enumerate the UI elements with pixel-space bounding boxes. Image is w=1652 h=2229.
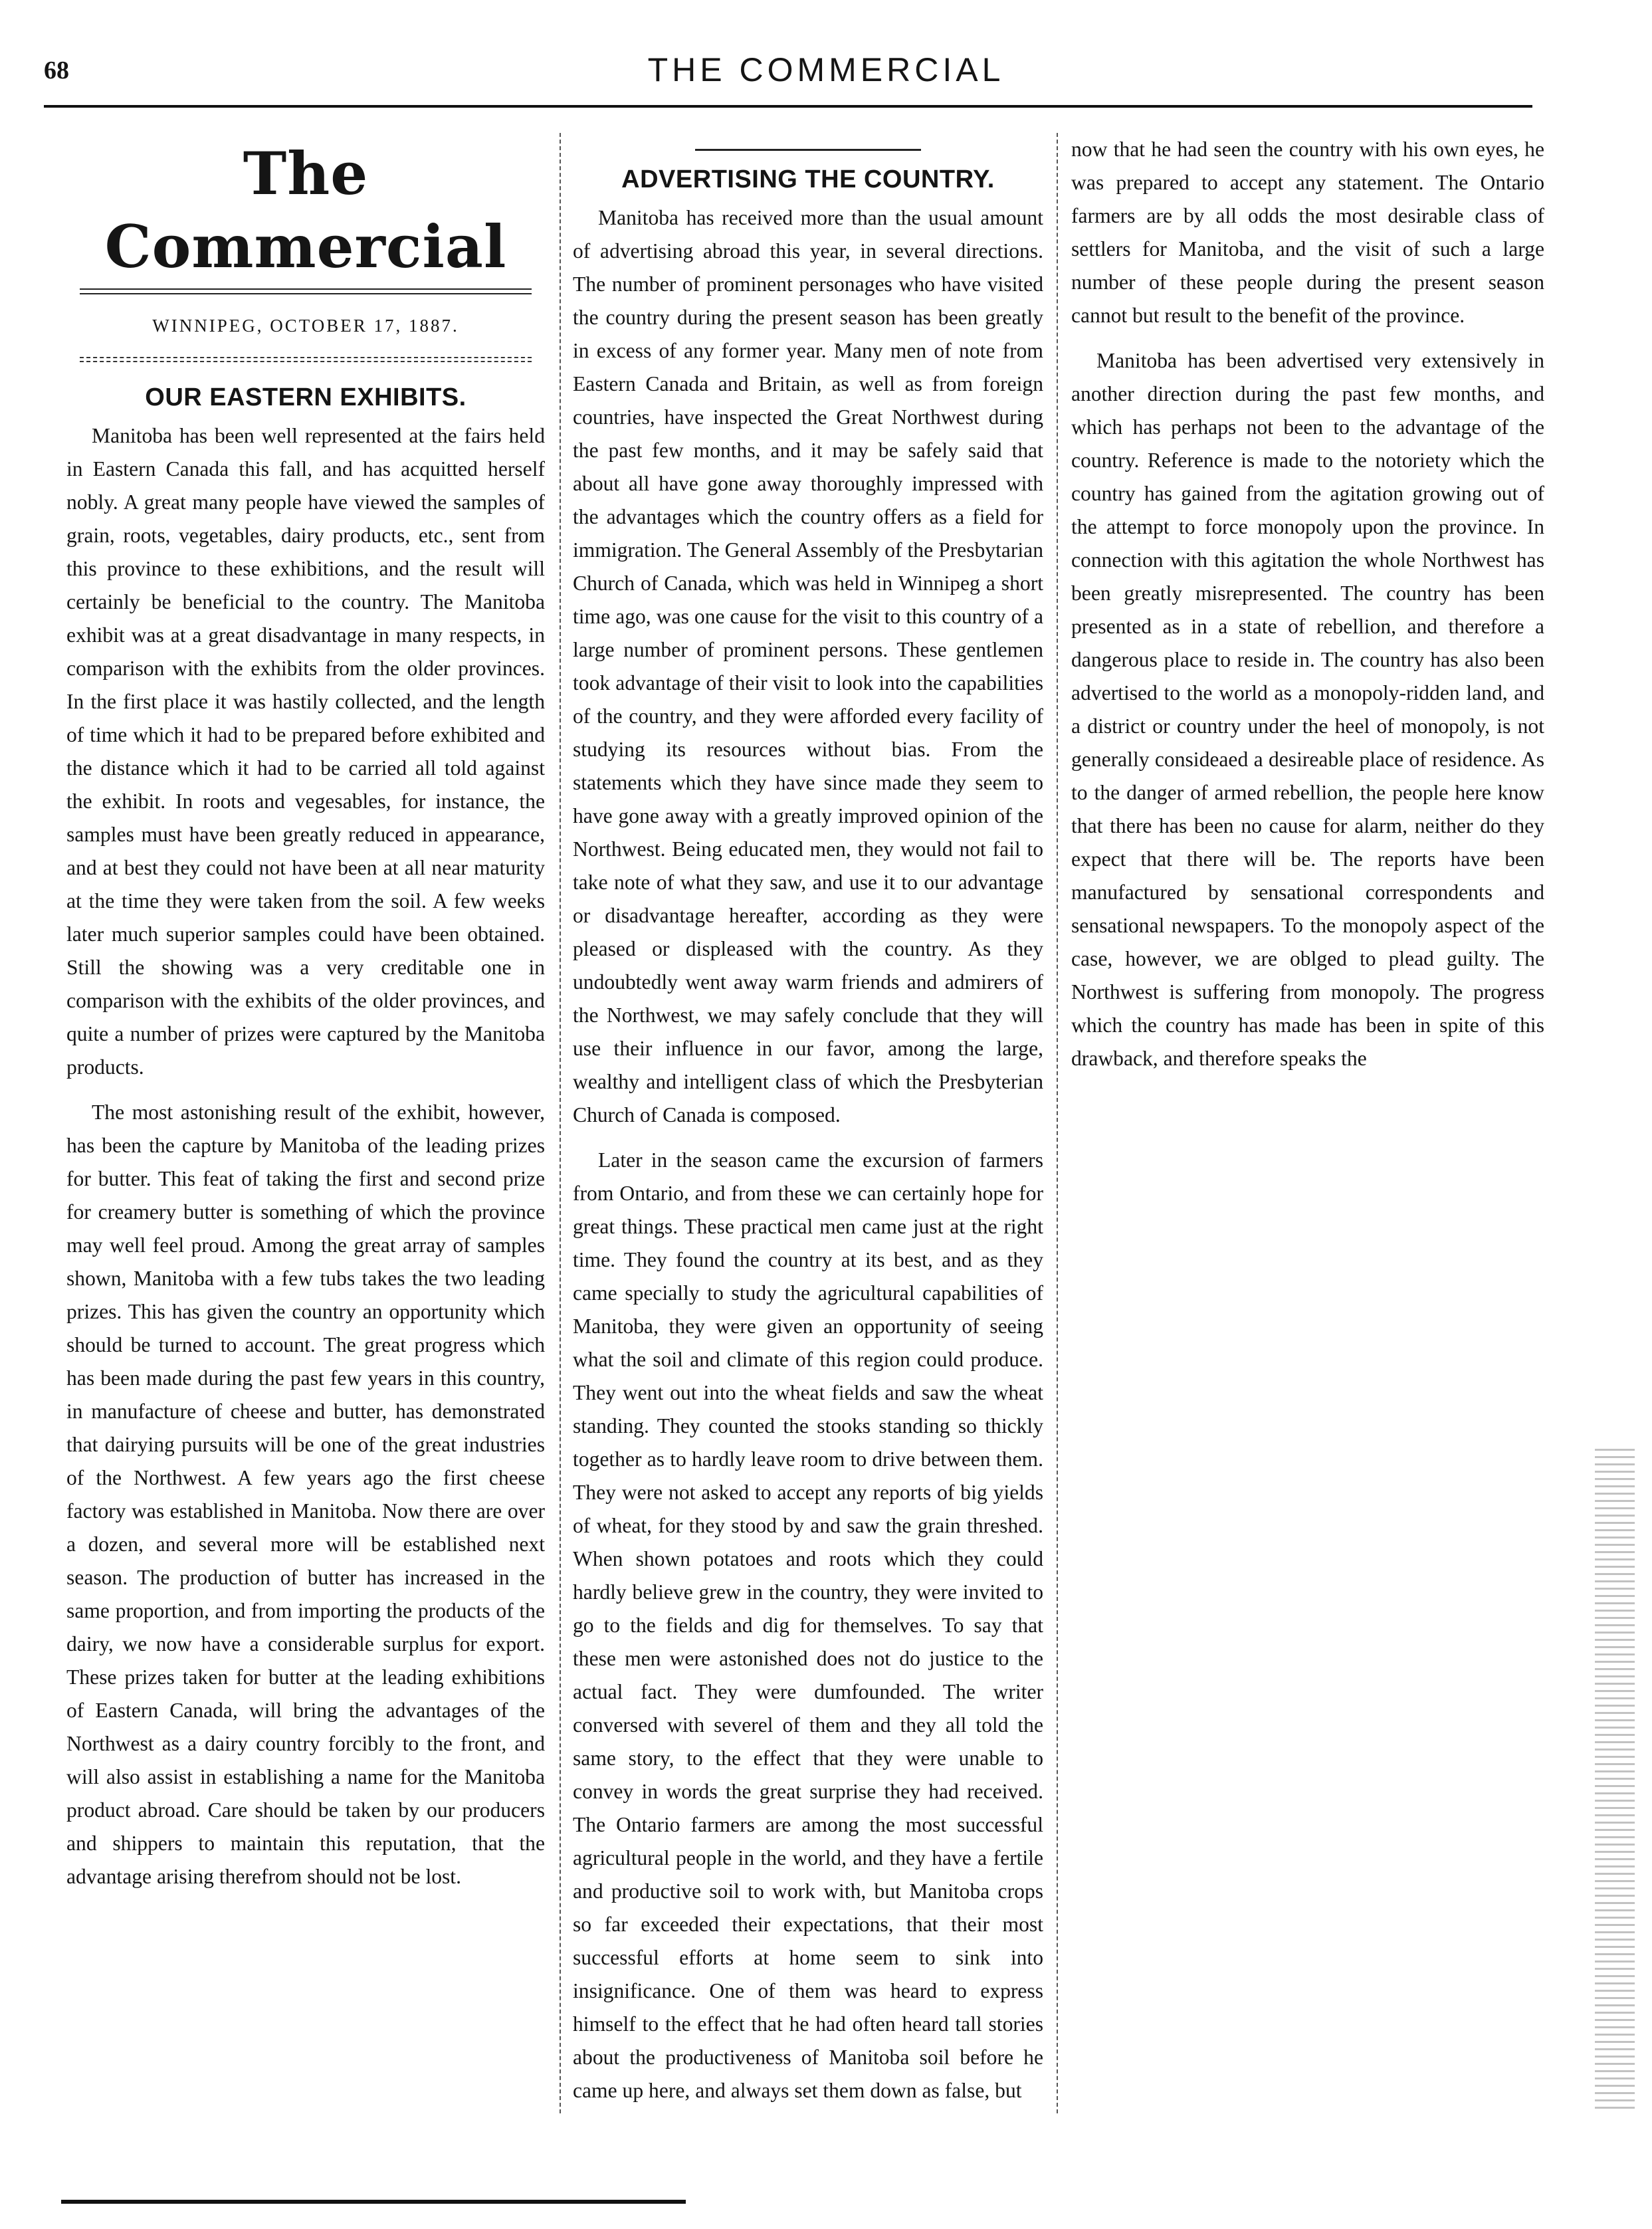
dateline: WINNIPEG, OCTOBER 17, 1887. xyxy=(152,316,459,336)
flow-continuation-2 xyxy=(1071,133,1544,332)
article-paragraph: The most astonishing result of the exhibit, however, has been the capture by Manitoba of the leading prizes for butter. This feat of taking the first and second prize for creamery butter is something of which the province may well feel proud. Among the great array of samples shown, Manitoba with a few tubs takes the two leading prizes. This has given the country an opportunity which should be turned to account. The great progress which has been made during the past few years in this country, in manufacture of cheese and butter, has demonstrated that dairying pursuits will be one of the great industries of the Northwest. A few years ago the first cheese factory was established in Manitoba. Now there are over a dozen, and several more will be established next season. The production of butter has increased in the same proportion, and from importing the products of the dairy, we now have a considerable surplus for export. These prizes taken for butter at the leading exhibitions of Eastern Canada, will bring the advantages of the Northwest as a dairy country forcibly to the front, and will also assist in establishing a name for the Manitoba product abroad. Care should be taken by our producers and shippers to maintain this reputation, that the advantage arising therefrom should not be lost. xyxy=(66,1101,545,1888)
column-divider xyxy=(560,133,561,2113)
masthead-title: The Commercial xyxy=(104,139,507,281)
masthead-rule xyxy=(80,288,532,294)
article-separator xyxy=(695,149,921,151)
article-headline-eastern-exhibits: OUR EASTERN EXHIBITS. xyxy=(145,383,466,411)
article-paragraph: Manitoba has been well represented at the fairs held in Eastern Canada this fall, and has acquitted herself nobly. A great many people have viewed the samples of grain, roots, vegetables, dairy products, etc., sent from this province to these exhibitions, and the result will certainly be beneficial to the country. The Manitoba exhibit was at a great disadvantage in many respects, in comparison with the exhibits from the older provinces. In the first place it was hastily collected, and the length of time which it had to be prepared before exhibited and the distance which it had to be carried all told against the exhibit. In roots and vegesables, for instance, the samples must have been greatly reduced in appearance, and at best they could not have been at all near maturity at the time they were taken from the soil. A few weeks later much superior samples could have been obtained. Still the showing was a very creditable one in comparison with the exhibits of the older provinces, and quite a number of prizes were captured by the Manitoba products. xyxy=(66,424,545,1079)
bottom-rule xyxy=(61,2200,686,2204)
article-headline-advertising: ADVERTISING THE COUNTRY. xyxy=(621,165,995,193)
dateline-rule xyxy=(80,357,532,362)
scan-edge-artifact xyxy=(1595,1449,1635,2113)
article-paragraph: Manitoba has been advertised very extensively in another direction during the past few months, and which has perhaps not been to the advantage of the country. Reference is made to the notoriety which the country has gained from the agitation growing out of the attempt to force monopoly upon the province. In connection with this agitation the whole Northwest has been greatly misrepresented. The country has been presented as in a state of rebellion, and therefore a dangerous place to reside in. The country has also been advertised to the world as a monopoly-ridden land, and a district or country under the heel of monopoly, is not generally consideaed a desireable place of residence. As to the danger of armed rebellion, the people here know that there has been no cause for alarm, neither do they expect that there will be. The reports have been manufactured by sensational correspondents and sensational newspapers. To the monopoly aspect of the case, however, we are oblged to plead guilty. The Northwest is suffering from monopoly. The progress which the country has made has been in spite of this drawback, and therefore speaks the xyxy=(1071,349,1544,1070)
page-number: 68 xyxy=(44,56,69,84)
column-divider xyxy=(1057,133,1058,2113)
column-2 xyxy=(573,133,1043,2127)
column-1 xyxy=(66,133,545,2127)
running-head: THE COMMERCIAL xyxy=(647,51,1005,88)
article-paragraph: Manitoba has received more than the usual amount of advertising abroad this year, in several directions. The number of prominent personages who have visited the country during the present season has been greatly in excess of any former year. Many men of note from Eastern Canada and Britain, as well as from foreign countries, have inspected the Great Northwest during the past few months, and it may be safely said that about all have gone away thoroughly impressed with the advantages which the country offers as a field for immigration. The General Assembly of the Presbytarian Church of Canada, which was held in Winnipeg a short time ago, was one cause for the visit to this country of a large number of prominent persons. These gentlemen took advantage of their visit to look into the capabilities of the country, and they were afforded every facility of studying its resources without bias. From the statements which they have since made they seem to have gone away with a greatly improved opinion of the Northwest. Being educated men, they would not fail to take note of what they saw, and use it to our advantage or disadvantage hereafter, according as they were pleased or displeased with the country. As they undoubtedly went away warm friends and admirers of the Northwest, we may safely conclude that they will use their influence in our favor, among the large, wealthy and intelligent class of which the Presbyterian Church of Canada is composed. xyxy=(573,206,1043,1126)
top-rule xyxy=(44,105,1532,108)
column-3 xyxy=(1071,133,1544,2127)
article-paragraph-continued: now that he had seen the country with his own eyes, he was prepared to accept any statement. The Ontario farmers are by all odds the most desirable class of settlers for Manitoba, and the visit of such a large number of these people during the present season cannot but result to the benefit of the province. xyxy=(1071,138,1544,327)
article-paragraph: Later in the season came the excursion of farmers from Ontario, and from these we can certainly hope for great things. These practical men came just at the right time. They found the country at its best, and as they came specially to study the agricultural capabilities of Manitoba, they were given an opportunity of seeing what the soil and climate of this region could produce. They went out into the wheat fields and saw the wheat standing. They counted the stooks standing so thickly together as to hardly leave room to drive between them. They were not asked to accept any reports of big yields of wheat, for they stood by and saw the grain threshed. When shown potatoes and roots which they could hardly believe grew in the country, they were invited to go to the fields and dig for themselves. To say that these men were astonished does not do justice to the actual fact. They were dumfounded. The writer conversed with severel of them and they all told the same story, to the effect that they were unable to convey in words the great surprise they had received. The Ontario farmers are among the most successful agricultural people in the world, and they have a fertile and productive soil to work with, but Manitoba crops so far exceeded their expectations, that their most successful efforts at home seem to sink into insignificance. One of them was heard to express himself to the effect that he had often heard tall stories about the productiveness of Manitoba soil before he came up here, and always set them down as false, but xyxy=(573,1148,1043,2102)
